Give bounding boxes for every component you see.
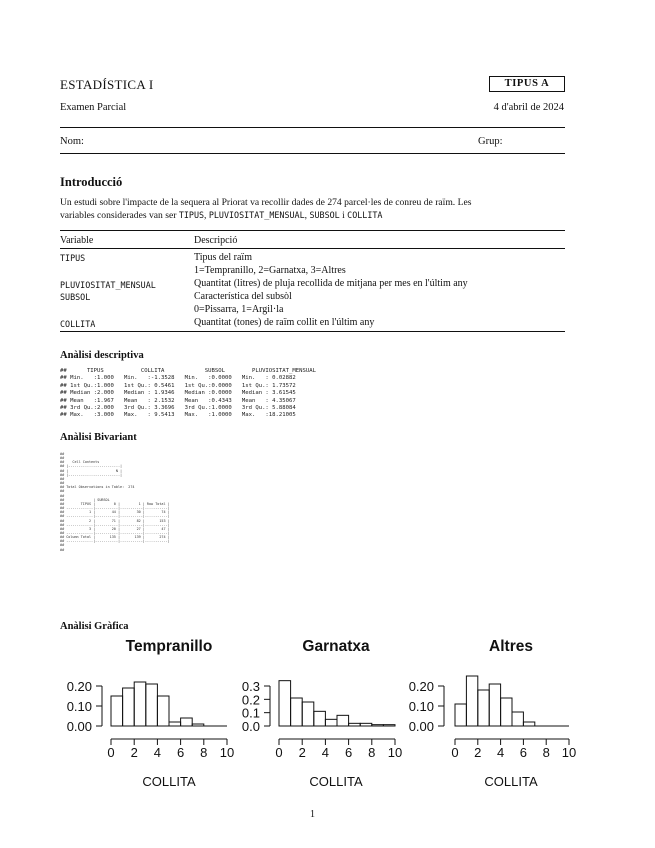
vtable-header-description: Descripció [194,235,238,246]
histogram-bar [111,696,123,726]
y-tick-label: 0.2 [241,692,260,708]
vtable-row-desc: Característica del subsòl [194,291,292,302]
exam-title: ESTADÍSTICA I [60,77,154,92]
intro-heading: Introducció [60,175,123,189]
x-tick-label: 10 [219,745,235,760]
x-tick-label: 4 [496,745,505,760]
y-tick-label: 0.10 [66,699,92,714]
x-axis-label: COLLITA [142,774,196,789]
y-tick-label: 0.20 [66,679,92,694]
bivariant-heading: Anàlisi Bivariant [60,432,137,443]
histogram-bar [523,722,534,726]
exam-date: 4 d'abril de 2024 [493,102,564,113]
intro-paragraph [60,196,570,222]
histogram-bar [291,698,303,726]
exam-type-badge: TIPUS A [489,76,565,92]
graphics-heading: Anàlisi Gràfica [60,621,129,632]
x-tick-label: 10 [387,745,403,760]
vtable-row-desc: Tipus del raïm [194,252,252,263]
histogram-bar [123,688,135,726]
header-rule-bottom [60,153,565,154]
vtable-rule-bottom [60,331,565,332]
histogram-bar [337,715,349,726]
intro-line-2 [60,209,570,222]
histogram-title: Garnatxa [302,638,370,655]
histogram-title: Tempranillo [125,638,213,655]
vtable-row-desc: 0=Pissarra, 1=Argil·la [194,304,284,315]
var-tipus: TIPUS [178,210,205,220]
var-pluviositat: PLUVIOSITAT_MENSUAL [208,210,305,220]
x-tick-label: 6 [344,745,353,760]
intro-sep-1: , [204,210,209,221]
intro-line-2-prefix: variables considerades van ser [60,210,179,221]
group-field-label: Grup: [478,136,503,147]
y-tick-label: 0.10 [408,699,434,714]
vtable-header-variable: Variable [60,235,94,246]
histogram-bar [501,698,512,726]
histogram-tempranillo [67,638,235,789]
vtable-row-name: TIPUS [60,253,86,263]
histogram-bar [169,722,181,726]
x-tick-label: 2 [130,745,138,760]
exam-subtitle: Examen Parcial [60,102,127,113]
histogram-bar [302,702,314,726]
y-tick-label: 0.0 [241,719,260,734]
x-tick-label: 8 [200,745,208,760]
histogram-bar [134,682,146,726]
histogram-garnatxa [242,638,402,789]
histogram-bar [455,704,466,726]
x-axis-label: COLLITA [484,774,538,789]
histogram-bar [466,676,477,726]
vtable-row-name: PLUVIOSITAT_MENSUAL [60,280,156,290]
y-tick-label: 0.1 [241,705,260,721]
x-tick-label: 2 [474,745,482,760]
page-number: 1 [310,809,315,820]
histogram-bar [146,684,158,726]
x-tick-label: 6 [519,745,528,760]
y-tick-label: 0.3 [241,679,260,694]
x-tick-label: 4 [321,745,330,760]
vtable-row-desc: 1=Tempranillo, 2=Garnatxa, 3=Altres [194,265,346,276]
intro-sep-2: , [304,210,310,221]
histogram-bar [279,681,291,726]
var-collita: COLLITA [347,210,383,220]
histogram-bar [478,690,489,726]
vtable-row-desc: Quantitat (tones) de raïm collit en l'últim any [194,317,375,328]
histogram-bar [489,684,500,726]
y-tick-label: 0.20 [408,679,434,694]
x-tick-label: 10 [561,745,577,760]
descriptive-summary-output: ## TIPUS COLLITA SUBSOL PLUVIOSITAT_MENSUAL ## Min. :1.000 Min. :-1.3528 Min. :0.0000 Min. : 0.02882 ## 1st Qu.:1.000 1st Qu.: 0.5461 1st Qu.:0.0000 1st Qu.: 1.73572 ## Median :2.000 Median : 1.9346 Median :0.0000 Median : 3.61545 ## Mean :1.967 Mean : 2.1532 Mean :0.4343 Mean : 4.35067 ## 3rd Qu.:2.000 3rd Qu.: 3.3696 3rd Qu.:1.0000 3rd Qu.: 5.88084 ## Max. :3.000 Max. : 9.5413 Max. :1.0000 Max. :18.21005 [60,368,316,419]
vtable-row-name: SUBSOL [60,292,91,302]
x-tick-label: 4 [153,745,162,760]
y-tick-label: 0.00 [408,719,434,734]
x-tick-label: 8 [542,745,550,760]
descriptive-heading: Anàlisi descriptiva [60,350,144,361]
x-tick-label: 6 [176,745,185,760]
vtable-rule-header [60,248,565,249]
histogram-altres [409,638,577,789]
y-tick-label: 0.00 [66,719,92,734]
histogram-title: Altres [489,638,533,655]
x-tick-label: 0 [107,745,115,760]
crosstable-output: ## ## ## Cell Contents ## |-------------------------| ## | N | ## |-------------------------| ## ## ## Total Observations in Table: 274 ## ## ## | SUBSOL ## TIPUS | 0 | 1 | Row Total | ## -------------|-----------|-----------|-----------| ## 1 | 44 | 30 | 74 | ## -------------|-----------|-----------|-----------| ## 2 | 71 | 82 | 153 | ## -------------|-----------|-----------|-----------| ## 3 | 20 | 27 | 47 | ## -------------|-----------|-----------|-----------| ## Column Total | 135 | 139 | 274 | ## -------------|-----------|-----------|-----------| ## ## [60,452,170,552]
intro-line-1: Un estudi sobre l'impacte de la sequera al Priorat va recollir dades de 274 parcel·les de conreu de raïm. Les [60,197,472,208]
x-tick-label: 0 [451,745,459,760]
x-tick-label: 0 [275,745,283,760]
x-tick-label: 2 [298,745,306,760]
name-field-label: Nom: [60,136,84,147]
header-rule-top [60,127,565,128]
vtable-rule-top [60,230,565,231]
histogram-bar [157,696,169,726]
x-axis-label: COLLITA [309,774,363,789]
histogram-bar [181,718,193,726]
vtable-row-desc: Quantitat (litres) de pluja recollida de mitjana per mes en l'últim any [194,278,468,289]
vtable-row-name: COLLITA [60,319,96,329]
histogram-bar [314,711,326,726]
histogram-bar [325,719,337,726]
var-subsol: SUBSOL [309,210,340,220]
histograms-panel [0,630,655,800]
x-tick-label: 8 [368,745,376,760]
intro-sep-3: i [339,210,348,221]
histogram-bar [512,712,523,726]
